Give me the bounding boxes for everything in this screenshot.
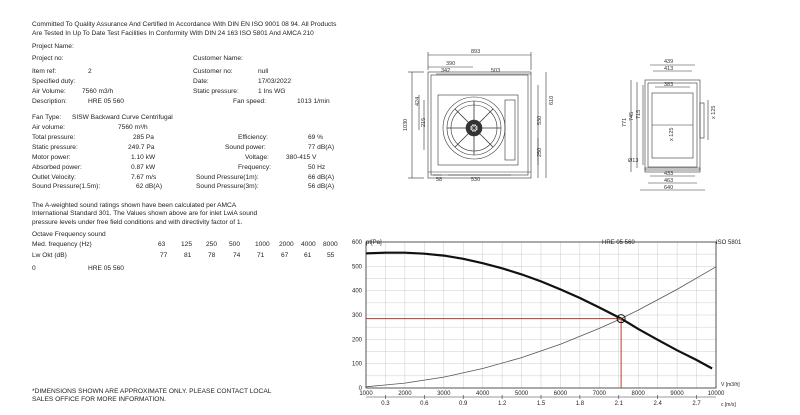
absorbed-power-value: 0.87 kW [131,164,156,171]
sound-pressure-3m-value: 56 dB(A) [308,183,335,190]
item-ref-value: 2 [88,68,92,75]
x-tick-label: 7000 [592,391,607,397]
voltage-value: 380-415 V [286,154,317,161]
y-tick-label: 500 [351,264,362,271]
octave-row-model: HRE 05 560 [88,265,124,272]
date-value: 17/03/2022 [258,78,292,85]
velocity-tick-label: 1.5 [536,401,546,407]
customer-no-label: Customer no: [193,68,233,75]
x-tick-label: 10000 [707,391,725,397]
outlet-velocity-value: 7.67 m/s [131,174,157,181]
efficiency-value: 69 % [308,134,324,141]
dim-label: 424 [415,96,421,106]
octave-title: Octave Frequency sound [32,231,106,238]
absorbed-power-label: Absorbed power: [32,164,82,171]
fan-speed-label: Fan speed: [233,98,266,105]
y-tick-label: 300 [351,313,362,319]
velocity-tick-label: 0.9 [459,401,468,407]
dim-label: 1030 [403,118,409,131]
velocity-tick-label: 0.6 [420,401,429,407]
sound-pressure-1m-value: 66 dB(A) [308,174,335,181]
y-tick-label: 400 [351,288,362,295]
octave-freq-cell: 4000 [301,241,316,248]
project-name-label: Project Name: [32,43,74,50]
x-tick-label: 8000 [631,391,645,397]
octave-lw-cell: 61 [304,252,312,259]
note-line-1: The A-weighted sound ratings shown have been calculated per AMCA [32,202,237,209]
total-pressure-value: 285 Pa [133,134,154,141]
x-tick-label: 4000 [475,391,490,397]
specified-duty-label: Specified duty: [32,78,76,85]
x-tick-label: 9000 [670,391,684,397]
octave-lw-cell: 78 [208,252,216,259]
octave-freq-cell: 8000 [323,241,338,248]
sound-pressure-15m-label: Sound Pressure(1.5m): [32,183,101,190]
fan-static-pressure-value: 249.7 Pa [128,144,155,151]
dim-label: 715 [636,109,642,119]
velocity-tick-label: 2.4 [653,401,662,407]
air-volume-label: Air Volume: [32,88,66,95]
sound-pressure-3m-label: Sound Pressure(3m): [196,183,259,190]
dim-label: 413 [664,66,674,72]
note-line-2: International Standard 301. The Values shown above are for inlet LwiA sound [32,210,258,218]
disclaimer-line-1: *DIMENSIONS SHOWN ARE APPROXIMATE ONLY. PLEASE CONTACT LOCAL [32,388,272,395]
velocity-tick-label: 1.8 [575,401,585,407]
velocity-tick-label: 2.1 [614,401,623,407]
dim-label: 215 [421,117,427,127]
velocity-tick-label: 2.7 [692,401,701,407]
sound-power-value: 77 dB(A) [308,144,335,151]
y-tick-label: 0 [358,386,362,392]
customer-name-label: Customer Name: [193,55,243,62]
air-volume-value: 7560 m3/h [82,88,114,95]
octave-freq-cell: 1000 [255,241,270,248]
frequency-label: Frequency: [238,164,271,171]
x-tick-label: 1000 [359,391,373,397]
dim-label: 893 [471,49,481,55]
total-pressure-label: Total pressure: [32,134,76,141]
motor-power-value: 1.10 kW [131,154,156,161]
project-no-label: Project no: [32,55,64,62]
dim-label: 250 [537,147,543,157]
dim-label: 390 [446,61,456,67]
sound-pressure-15m-value: 62 dB(A) [136,183,163,190]
static-pressure-label: Static pressure: [193,88,239,95]
date-label: Date: [193,78,209,85]
y-axis-label: pt[Pa] [366,240,382,246]
efficiency-label: Efficiency: [238,134,268,141]
fan-static-pressure-label: Static pressure: [32,144,78,151]
flow-axis-label: V [m3/h] [721,382,740,388]
fan-air-volume-value: 7560 m³/h [118,124,148,131]
fan-type-label: Fan Type: [32,114,62,121]
outlet-velocity-label: Outlet Velocity: [32,174,76,181]
sound-pressure-1m-label: Sound Pressure(1m): [196,174,259,181]
dim-label: 439 [664,59,674,65]
y-tick-label: 600 [351,240,362,246]
dim-label: 530 [471,177,481,183]
x-axis-ticks [359,391,725,397]
standard-label: ISO 5801 [716,240,742,246]
fan-speed-value: 1013 1/min [297,98,330,105]
description-label: Description: [32,98,67,105]
octave-lw-cell: 81 [184,252,192,259]
description-value: HRE 05 560 [88,98,124,105]
velocity-tick-label: 0.3 [381,401,390,407]
dim-label: 433 [664,171,674,177]
octave-lw-cell: 55 [327,252,335,259]
dim-label: 745 [629,111,635,121]
octave-lw-cell: 71 [257,252,265,259]
fan-type-value: SISW Backward Curve Centrifugal [72,114,173,121]
x-tick-label: 3000 [437,391,451,397]
x-tick-label: 6000 [553,391,568,397]
dim-label: 383 [664,82,674,88]
chart-title: HRE 05 560 [602,240,635,246]
fan-curve [366,253,712,369]
octave-freq-cell: 63 [158,241,166,248]
octave-freq-cell: 125 [181,241,193,248]
y-tick-label: 100 [351,361,362,368]
octave-freq-cell: 500 [229,241,241,248]
octave-lw-cell: 67 [281,252,289,259]
velocity-axis-label: c [m/s] [721,402,736,408]
frequency-value: 50 Hz [308,164,326,171]
octave-freq-cell: 250 [206,241,218,248]
certification-line-1: Committed To Quality Assurance And Certified In Accordance With DIN EN ISO 9001 08 94. All Products [32,21,337,28]
x-tick-label: 2000 [398,391,412,397]
voltage-label: Voltage: [245,154,269,161]
y-axis-ticks [352,240,363,392]
item-ref-label: Item ref: [32,68,57,75]
sound-power-label: Sound power: [225,144,266,151]
note-line-3: pressure levels under free field conditions and with directivity factor of 1. [32,218,243,226]
static-pressure-value: 1 Ins WG [258,88,286,95]
dim-label: 610 [549,95,555,105]
chart-grid [366,242,716,388]
disclaimer-line-2: SALES OFFICE FOR MORE INFORMATION. [32,396,166,404]
octave-lw-cell: 77 [160,252,168,259]
customer-no-value: null [258,68,269,75]
dim-label: 530 [537,115,543,125]
certification-line-2: Are Tested In Up To Date Test Facilities In Conformity With DIN 24 163 ISO 5801 And AMCA 210 [32,29,314,37]
dim-label: x 125 [711,105,717,119]
octave-lw-cell: 74 [233,252,241,259]
octave-lw-label: Lw Okt (dB) [32,252,67,259]
dim-label: 342 [441,68,451,74]
dim-label: Ø13 [628,158,639,164]
octave-row-index: 0 [32,265,36,272]
dim-label: 640 [664,185,674,191]
y-tick-label: 200 [351,337,362,344]
dim-label: x 125 [669,127,675,141]
motor-power-label: Motor power: [32,154,71,161]
dim-label: 58 [436,177,443,183]
octave-freq-label: Med. frequency (Hz) [32,241,92,248]
dim-label: 503 [491,68,501,74]
octave-freq-cell: 2000 [279,241,294,248]
dim-label: 771 [622,117,628,127]
velocity-tick-label: 1.2 [497,401,507,407]
x-tick-label: 5000 [514,391,529,397]
fan-air-volume-label: Air volume: [32,124,65,131]
dim-label: 463 [664,178,674,184]
